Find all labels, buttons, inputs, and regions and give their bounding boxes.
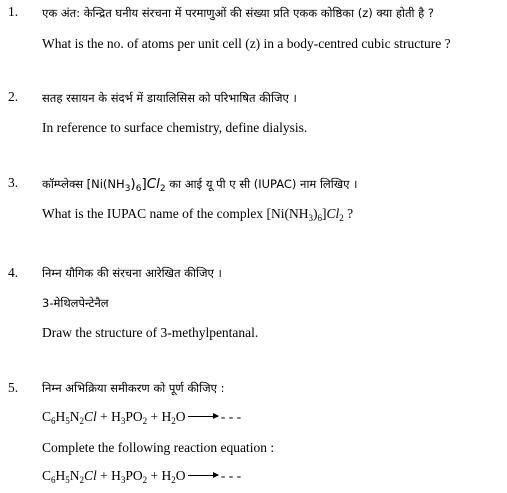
question-4-english: Draw the structure of 3-methylpentanal. bbox=[42, 325, 259, 340]
complex-formula-rest: $_3)_6]Cl_2$ bbox=[308, 206, 344, 223]
question-3-hindi-suffix: का आई यू पी ए सी (IUPAC) नाम लिखिए । bbox=[165, 177, 358, 191]
question-2-hindi: सतह रसायन के संदर्भ में डायालिसिस को परिभाषित कीजिए । bbox=[42, 91, 297, 105]
question-3-hindi-prefix: कॉम्प्लेक्स [Ni(NH bbox=[42, 177, 125, 191]
question-3-number: 3. bbox=[8, 175, 19, 190]
complex-formula-rest: $_3)_6]Cl_2$ bbox=[124, 176, 166, 194]
reaction-arrow-icon bbox=[188, 416, 218, 417]
reaction-arrow-icon bbox=[188, 475, 218, 476]
question-3-english-suffix: ? bbox=[343, 206, 354, 221]
reaction-equation-2: $C_6H_5N_2Cl + H_3PO_2 + H_2O$ - - - bbox=[42, 468, 242, 485]
question-2-english: In reference to surface chemistry, define dialysis. bbox=[42, 120, 308, 135]
question-2-number: 2. bbox=[8, 89, 19, 104]
question-4-hindi: निम्न यौगिक की संरचना आरेखित कीजिए । bbox=[42, 266, 222, 280]
question-3-english bbox=[42, 206, 353, 222]
question-5-english: Complete the following reaction equation : bbox=[42, 440, 275, 455]
question-3-hindi bbox=[42, 176, 358, 192]
question-5-hindi: निम्न अभिक्रिया समीकरण को पूर्ण कीजिए : bbox=[42, 381, 225, 395]
equation-blank: - - - bbox=[220, 468, 242, 483]
question-3-english-prefix: What is the IUPAC name of the complex [Ni(NH bbox=[42, 206, 309, 221]
question-1-english: What is the no. of atoms per unit cell (z) in a body-centred cubic structure ? bbox=[42, 36, 451, 51]
compound-name-hindi: 3-मेथिलपेन्टेनैल bbox=[42, 296, 109, 310]
question-1-hindi: एक अंत: केन्द्रित घनीय संरचना में परमाणुओं की संख्या प्रति एकक कोष्ठिका (z) क्या होती है ? bbox=[42, 6, 434, 20]
question-1-number: 1. bbox=[8, 4, 19, 19]
question-5-number: 5. bbox=[8, 380, 19, 395]
question-4-number: 4. bbox=[8, 265, 19, 280]
equation-blank: - - - bbox=[220, 409, 242, 424]
reaction-equation-1: $C_6H_5N_2Cl + H_3PO_2 + H_2O$ - - - bbox=[42, 409, 242, 426]
